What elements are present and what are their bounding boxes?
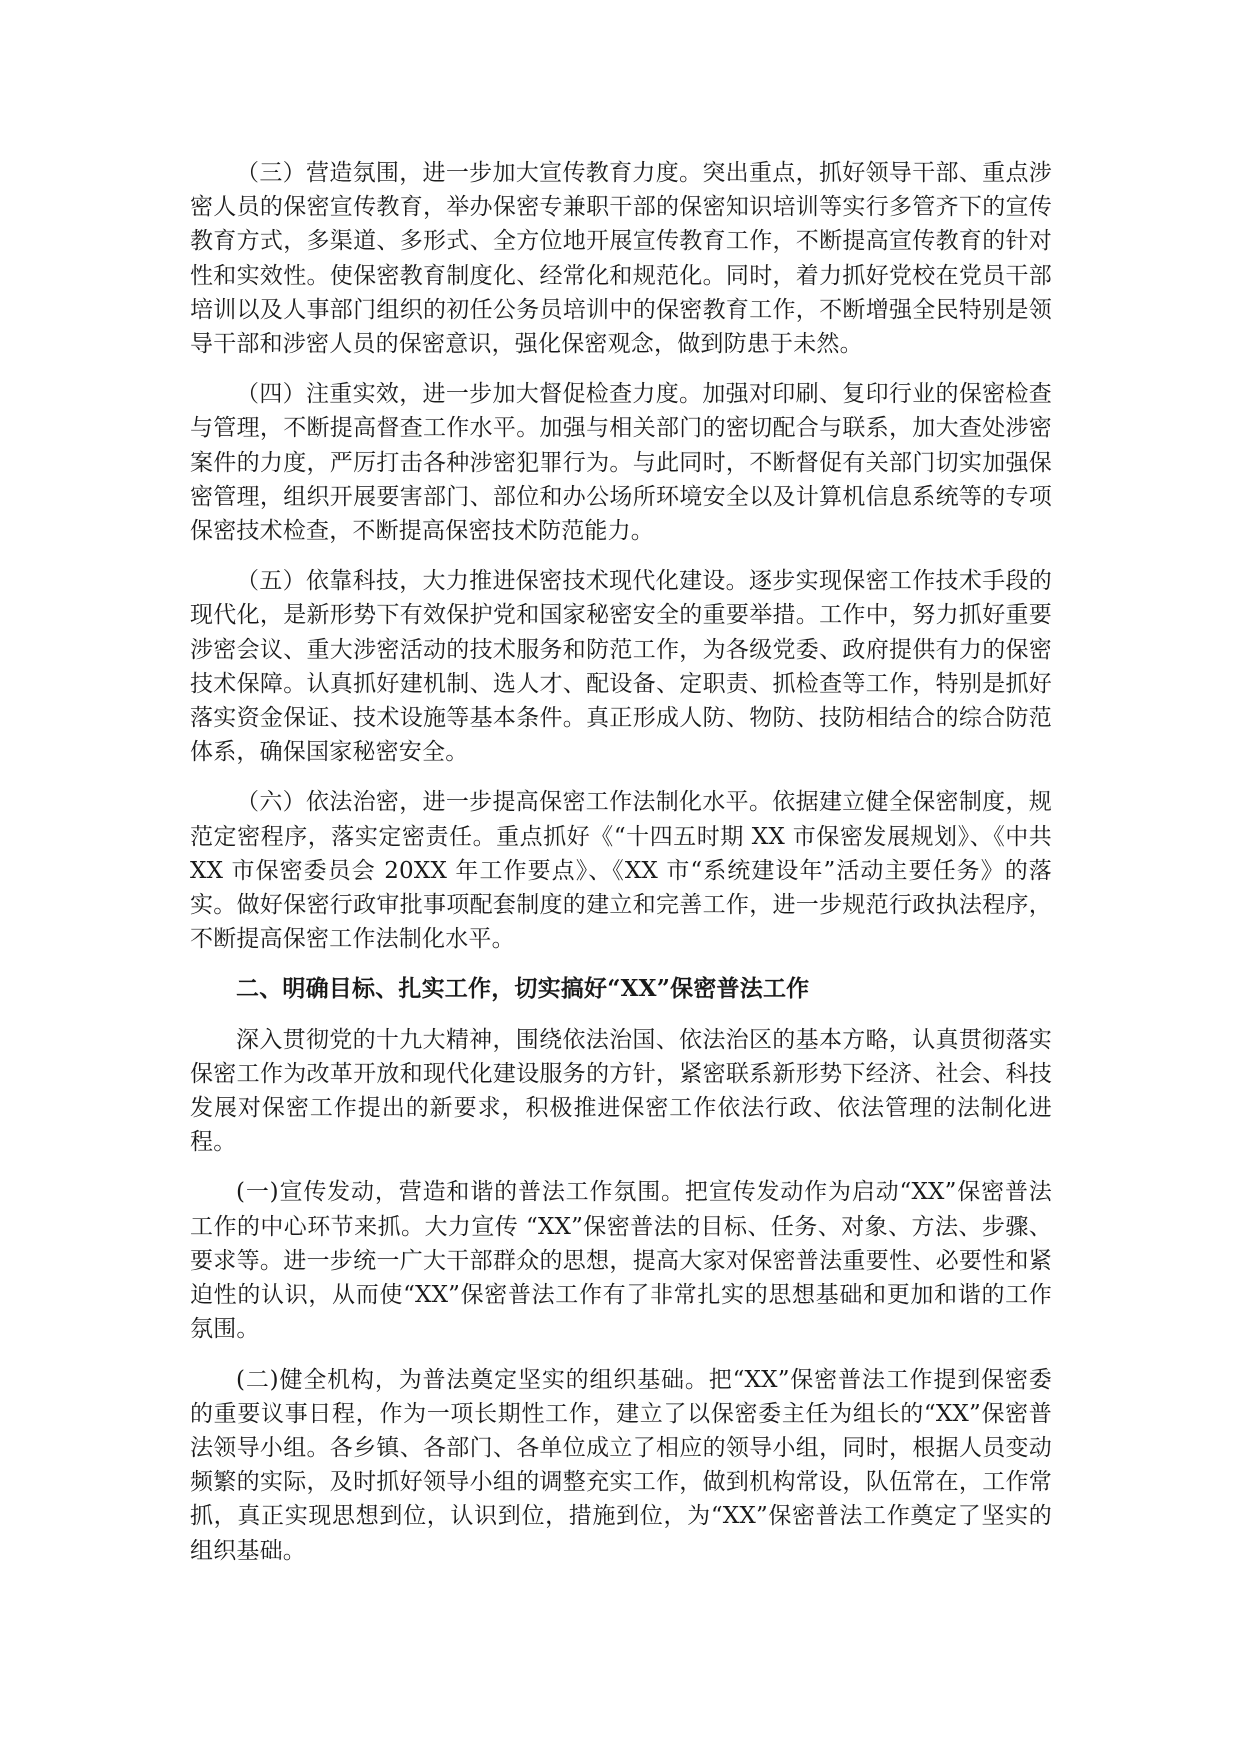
paragraph-legal-governance: （六）依法治密，进一步提高保密工作法制化水平。依据建立健全保密制度，规范定密程序，落实定密责任。重点抓好《“十四五时期 XX 市保密发展规划》、《中共 XX 市保密委员会 20XX 年工作要点》、《XX 市“系统建设年”活动主要任务》的落实。做好保密行政审批事项配套制度的建立和完善工作，进一步规范行政执法程序，不断提高保密工作法制化水平。 — [190, 789, 1052, 953]
section-heading: 二、明确目标、扎实工作，切实搞好“XX”保密普法工作 — [236, 975, 810, 1003]
document-body — [190, 156, 1052, 1584]
paragraph-section-intro: 深入贯彻党的十九大精神，围绕依法治国、依法治区的基本方略，认真贯彻落实保密工作为改革开放和现代化建设服务的方针，紧密联系新形势下经济、社会、科技发展对保密工作提出的新要求，积极推进保密工作依法行政、依法管理的法制化进程。 — [190, 1026, 1052, 1156]
paragraph-technology-modernization: （五）依靠科技，大力推进保密技术现代化建设。逐步实现保密工作技术手段的现代化，是新形势下有效保护党和国家秘密安全的重要举措。工作中，努力抓好重要涉密会议、重大涉密活动的技术服务和防范工作，为各级党委、政府提供有力的保密技术保障。认真抓好建机制、选人才、配设备、定职责、抓检查等工作，特别是抓好落实资金保证、技术设施等基本条件。真正形成人防、物防、技防相结合的综合防范体系，确保国家秘密安全。 — [190, 568, 1052, 766]
paragraph-organization-structure: (二)健全机构，为普法奠定坚实的组织基础。把“XX”保密普法工作提到保密委的重要议事日程，作为一项长期性工作，建立了以保密委主任为组长的“XX”保密普法领导小组。各乡镇、各部门、各单位成立了相应的领导小组，同时，根据人员变动频繁的实际，及时抓好领导小组的调整充实工作，做到机构常设，队伍常在，工作常抓，真正实现思想到位，认识到位，措施到位，为“XX”保密普法工作奠定了坚实的组织基础。 — [190, 1366, 1052, 1564]
paragraph-publicity-mobilization: (一)宣传发动，营造和谐的普法工作氛围。把宣传发动作为启动“XX”保密普法工作的中心环节来抓。大力宣传 “XX”保密普法的目标、任务、对象、方法、步骤、要求等。进一步统一广大干部群众的思想，提高大家对保密普法重要性、必要性和紧迫性的认识，从而使“XX”保密普法工作有了非常扎实的思想基础和更加和谐的工作氛围。 — [190, 1179, 1052, 1343]
paragraph-propaganda-education: （三）营造氛围，进一步加大宣传教育力度。突出重点，抓好领导干部、重点涉密人员的保密宣传教育，举办保密专兼职干部的保密知识培训等实行多管齐下的宣传教育方式，多渠道、多形式、全方位地开展宣传教育工作，不断提高宣传教育的针对性和实效性。使保密教育制度化、经常化和规范化。同时，着力抓好党校在党员干部培训以及人事部门组织的初任公务员培训中的保密教育工作，不断增强全民特别是领导干部和涉密人员的保密意识，强化保密观念，做到防患于未然。 — [190, 160, 1052, 358]
paragraph-supervision-inspection: （四）注重实效，进一步加大督促检查力度。加强对印刷、复印行业的保密检查与管理，不断提高督查工作水平。加强与相关部门的密切配合与联系，加大查处涉密案件的力度，严厉打击各种涉密犯罪行为。与此同时，不断督促有关部门切实加强保密管理，组织开展要害部门、部位和办公场所环境安全以及计算机信息系统等的专项保密技术检查，不断提高保密技术防范能力。 — [190, 381, 1052, 545]
